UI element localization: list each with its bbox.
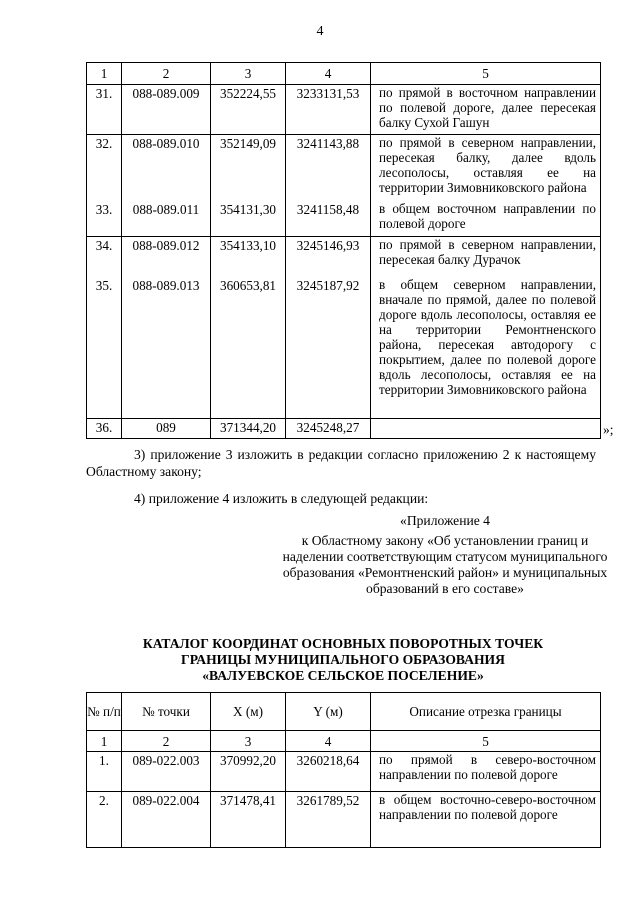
y-coordinate: 3245248,27 bbox=[286, 419, 371, 439]
x-coordinate: 352149,09 bbox=[211, 135, 286, 201]
catalog-title-line: «ВАЛУЕВСКОЕ СЕЛЬСКОЕ ПОСЕЛЕНИЕ» bbox=[202, 668, 484, 683]
column-number-row bbox=[87, 731, 601, 752]
segment-description: в общем северном направлении, вначале по прямой, далее по полевой дороге вдоль лесополосы, оставляя ее на территории Ремонтненского района, пересекая автодорогу с покрытием, далее по полевой дороге вдоль лесополосы, оставляя ее на территории Зимовниковского района bbox=[371, 277, 601, 419]
segment-description bbox=[371, 419, 601, 439]
header-cell: Описание отрезка границы bbox=[371, 693, 601, 731]
segment-description: по прямой в северном направлении, пересекая балку Дурачок bbox=[371, 237, 601, 277]
header-cell: № точки bbox=[122, 693, 211, 731]
catalog-title-line: КАТАЛОГ КООРДИНАТ ОСНОВНЫХ ПОВОРОТНЫХ ТОЧЕК bbox=[142, 636, 544, 651]
header-cell: 4 bbox=[286, 63, 371, 85]
table-header-row bbox=[87, 693, 601, 731]
row-number: 34. bbox=[87, 237, 122, 277]
row-number: 33. bbox=[87, 201, 122, 237]
segment-description: по прямой в восточном направлении по полевой дороге, далее пересекая балку Сухой Гашун bbox=[371, 85, 601, 135]
row-number: 31. bbox=[87, 85, 122, 135]
table-row bbox=[87, 752, 601, 792]
column-number: 3 bbox=[211, 731, 286, 752]
y-coordinate: 3241143,88 bbox=[286, 135, 371, 201]
appendix-title: «Приложение 4 bbox=[400, 513, 490, 528]
point-number: 089-022.003 bbox=[122, 752, 211, 792]
x-coordinate: 354131,30 bbox=[211, 201, 286, 237]
header-cell: 3 bbox=[211, 63, 286, 85]
x-coordinate: 371344,20 bbox=[211, 419, 286, 439]
paragraph-3: 3) приложение 3 изложить в редакции согласно приложению 2 к настоящему Областному закону; bbox=[86, 447, 596, 479]
y-coordinate: 3245146,93 bbox=[286, 237, 371, 277]
header-cell: 2 bbox=[122, 63, 211, 85]
segment-description: в общем восточно-северо-восточном направлении по полевой дороге bbox=[371, 792, 601, 848]
point-number: 089 bbox=[122, 419, 211, 439]
y-coordinate: 3245187,92 bbox=[286, 277, 371, 419]
column-number: 2 bbox=[122, 731, 211, 752]
table-row bbox=[87, 419, 601, 439]
closing-quote-mark: »; bbox=[603, 422, 614, 437]
x-coordinate: 352224,55 bbox=[211, 85, 286, 135]
row-number: 32. bbox=[87, 135, 122, 201]
point-number: 088-089.010 bbox=[122, 135, 211, 201]
point-number: 088-089.009 bbox=[122, 85, 211, 135]
column-number: 1 bbox=[87, 731, 122, 752]
row-number: 2. bbox=[87, 792, 122, 848]
x-coordinate: 354133,10 bbox=[211, 237, 286, 277]
header-cell: 5 bbox=[371, 63, 601, 85]
table-row bbox=[87, 85, 601, 135]
row-number: 36. bbox=[87, 419, 122, 439]
table-header-row bbox=[87, 63, 601, 85]
y-coordinate: 3260218,64 bbox=[286, 752, 371, 792]
table-row bbox=[87, 237, 601, 277]
segment-description: по прямой в северо-восточном направлении по полевой дороге bbox=[371, 752, 601, 792]
point-number: 089-022.004 bbox=[122, 792, 211, 848]
catalog-title-line: ГРАНИЦЫ МУНИЦИПАЛЬНОГО ОБРАЗОВАНИЯ bbox=[181, 652, 505, 667]
coordinates-table-continued bbox=[86, 62, 601, 439]
header-cell: № п/п bbox=[87, 693, 122, 731]
table-row bbox=[87, 792, 601, 848]
header-cell: Y (м) bbox=[286, 693, 371, 731]
x-coordinate: 360653,81 bbox=[211, 277, 286, 419]
table-row bbox=[87, 201, 601, 237]
x-coordinate: 370992,20 bbox=[211, 752, 286, 792]
y-coordinate: 3241158,48 bbox=[286, 201, 371, 237]
header-cell: X (м) bbox=[211, 693, 286, 731]
column-number: 5 bbox=[371, 731, 601, 752]
row-number: 1. bbox=[87, 752, 122, 792]
row-number: 35. bbox=[87, 277, 122, 419]
point-number: 088-089.011 bbox=[122, 201, 211, 237]
point-number: 088-089.013 bbox=[122, 277, 211, 419]
page-number: 4 bbox=[316, 24, 324, 39]
y-coordinate: 3261789,52 bbox=[286, 792, 371, 848]
header-cell: 1 bbox=[87, 63, 122, 85]
point-number: 088-089.012 bbox=[122, 237, 211, 277]
valuevskoe-coordinates-table bbox=[86, 692, 601, 848]
x-coordinate: 371478,41 bbox=[211, 792, 286, 848]
appendix-reference: к Областному закону «Об установлении границ и наделении соответствующим статусом муниципального образования «Ремонтненский район» и муниципальных образований в его составе» bbox=[282, 533, 608, 596]
paragraph-4: 4) приложение 4 изложить в следующей редакции: bbox=[134, 491, 429, 506]
table-row bbox=[87, 135, 601, 201]
column-number: 4 bbox=[286, 731, 371, 752]
segment-description: в общем восточном направлении по полевой дороге bbox=[371, 201, 601, 237]
segment-description: по прямой в северном направлении, пересекая балку, далее вдоль лесополосы, оставляя ее на территории Зимовниковского района bbox=[371, 135, 601, 201]
y-coordinate: 3233131,53 bbox=[286, 85, 371, 135]
table-row bbox=[87, 277, 601, 419]
